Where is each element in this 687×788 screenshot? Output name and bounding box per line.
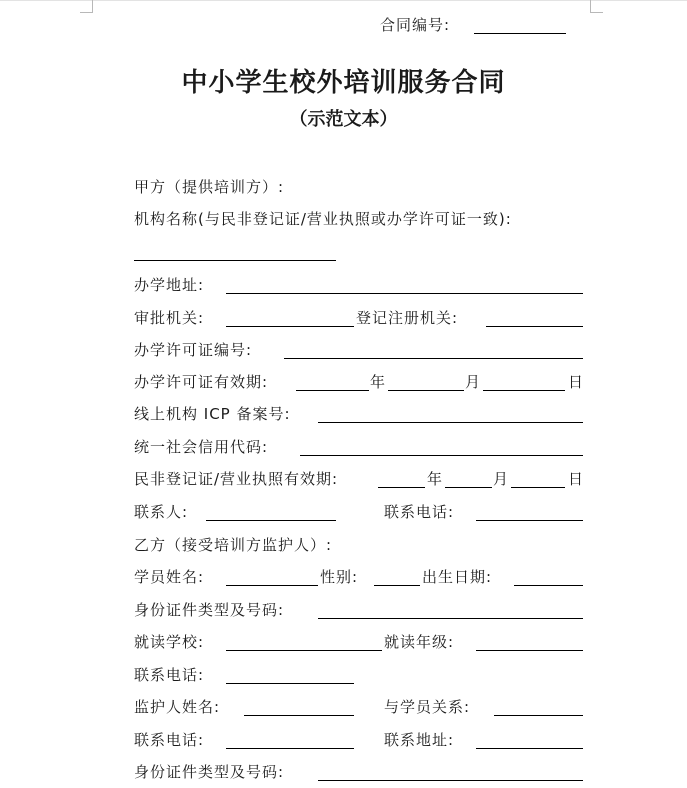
contract-no-field[interactable]	[474, 33, 566, 34]
relation-label: 与学员关系:	[384, 698, 471, 716]
student-name-field[interactable]	[226, 585, 318, 586]
license-year-unit: 年	[370, 373, 387, 391]
guardian-name-label: 监护人姓名:	[134, 698, 221, 716]
registration-year-unit: 年	[427, 470, 444, 488]
address-field[interactable]	[226, 293, 583, 294]
party-b-heading: 乙方（接受培训方监护人）:	[134, 536, 333, 554]
contact-address-field[interactable]	[476, 748, 583, 749]
icp-field[interactable]	[318, 422, 583, 423]
guardian-id-field[interactable]	[318, 780, 583, 781]
page-top-border	[0, 0, 687, 1]
institution-name-field[interactable]	[134, 260, 336, 261]
contact-address-label: 联系地址:	[384, 731, 455, 749]
document-title: 中小学生校外培训服务合同	[181, 68, 506, 98]
birth-date-label: 出生日期:	[422, 568, 493, 586]
icp-label: 线上机构 ICP 备案号:	[134, 405, 291, 423]
license-month-unit: 月	[465, 373, 482, 391]
page-corner-mark-right	[590, 0, 603, 13]
student-id-label: 身份证件类型及号码:	[134, 601, 285, 619]
contract-no-label: 合同编号:	[380, 16, 451, 34]
party-a-phone-field[interactable]	[476, 520, 583, 521]
contact-person-field[interactable]	[206, 520, 336, 521]
student-phone-field[interactable]	[226, 683, 354, 684]
registration-validity-label: 民非登记证/营业执照有效期:	[134, 470, 339, 488]
license-no-field[interactable]	[284, 358, 583, 359]
party-a-phone-label: 联系电话:	[384, 503, 455, 521]
grade-field[interactable]	[476, 650, 583, 651]
registration-authority-label: 登记注册机关:	[356, 309, 459, 327]
guardian-phone-field[interactable]	[226, 748, 354, 749]
gender-label: 性别:	[320, 568, 359, 586]
registration-day-unit: 日	[568, 470, 585, 488]
license-no-label: 办学许可证编号:	[134, 341, 253, 359]
approval-authority-label: 审批机关:	[134, 309, 205, 327]
student-phone-label: 联系电话:	[134, 666, 205, 684]
license-validity-year-field[interactable]	[296, 390, 369, 391]
grade-label: 就读年级:	[384, 633, 455, 651]
relation-field[interactable]	[494, 715, 583, 716]
student-name-label: 学员姓名:	[134, 568, 205, 586]
registration-validity-day-field[interactable]	[511, 487, 565, 488]
student-id-field[interactable]	[318, 618, 583, 619]
license-day-unit: 日	[568, 373, 585, 391]
credit-code-label: 统一社会信用代码:	[134, 438, 269, 456]
page-corner-mark-left	[80, 0, 93, 13]
registration-month-unit: 月	[493, 470, 510, 488]
license-validity-day-field[interactable]	[483, 390, 565, 391]
school-label: 就读学校:	[134, 633, 205, 651]
registration-authority-field[interactable]	[486, 326, 583, 327]
party-a-heading: 甲方（提供培训方）:	[134, 178, 285, 196]
license-validity-month-field[interactable]	[388, 390, 464, 391]
institution-name-label: 机构名称(与民非登记证/营业执照或办学许可证一致):	[134, 210, 512, 228]
gender-field[interactable]	[374, 585, 420, 586]
guardian-name-field[interactable]	[244, 715, 354, 716]
license-validity-label: 办学许可证有效期:	[134, 373, 269, 391]
approval-authority-field[interactable]	[226, 326, 354, 327]
contact-person-label: 联系人:	[134, 503, 189, 521]
guardian-phone-label: 联系电话:	[134, 731, 205, 749]
birth-date-field[interactable]	[514, 585, 583, 586]
registration-validity-month-field[interactable]	[445, 487, 492, 488]
registration-validity-year-field[interactable]	[378, 487, 425, 488]
address-label: 办学地址:	[134, 276, 205, 294]
guardian-id-label: 身份证件类型及号码:	[134, 763, 285, 781]
school-field[interactable]	[226, 650, 382, 651]
credit-code-field[interactable]	[300, 455, 583, 456]
document-subtitle: （示范文本）	[289, 109, 398, 130]
